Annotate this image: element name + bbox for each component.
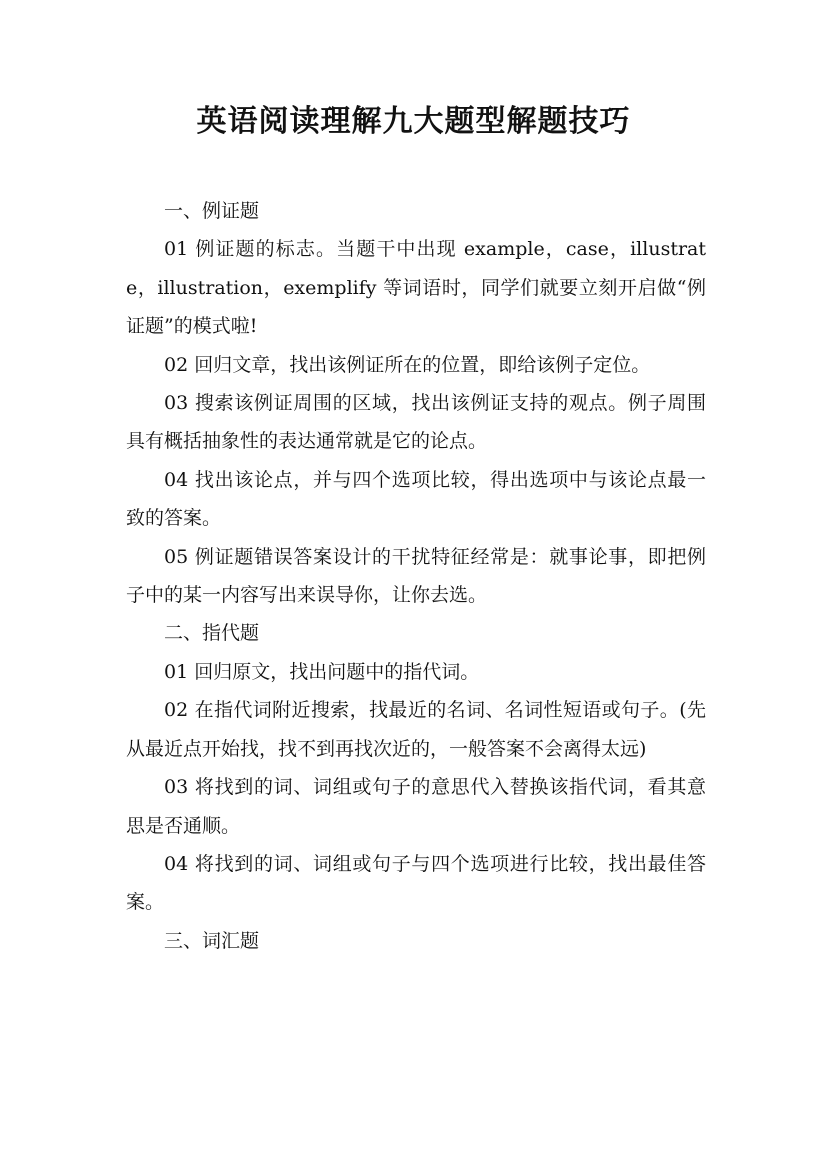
- paragraph: 01 例证题的标志。当题干中出现 example，case，illustrate，illustration，exemplify 等词语时，同学们就要立刻开启做“例证题”的模式啦!: [126, 238, 706, 338]
- paragraph: 01 回归原文，找出问题中的指代词。: [164, 660, 480, 683]
- section-heading: 三、词汇题: [164, 929, 260, 952]
- paragraph: 04 将找到的词、词组或句子与四个选项进行比较，找出最佳答案。: [126, 852, 706, 914]
- paragraph: 03 搜索该例证周围的区域，找出该例证支持的观点。例子周围具有概括抽象性的表达通常就是它的论点。: [126, 392, 706, 453]
- section-heading: 二、指代题: [164, 622, 260, 645]
- section-heading: 一、例证题: [164, 200, 260, 222]
- paragraph: 02 在指代词附近搜索，找最近的名词、名词性短语或句子。(先从最近点开始找，找不到再找次近的，一般答案不会离得太远): [126, 699, 706, 760]
- paragraph: 03 将找到的词、词组或句子的意思代入替换该指代词，看其意思是否通顺。: [126, 776, 706, 837]
- paragraph: 02 回归文章，找出该例证所在的位置，即给该例子定位。: [164, 353, 651, 376]
- paragraph: 04 找出该论点，并与四个选项比较，得出选项中与该论点最一致的答案。: [126, 468, 706, 530]
- paragraph: 05 例证题错误答案设计的干扰特征经常是：就事论事，即把例子中的某一内容写出来误导你，让你去选。: [126, 545, 706, 607]
- document-title: 英语阅读理解九大题型解题技巧: [196, 104, 631, 139]
- document-body: [126, 192, 706, 960]
